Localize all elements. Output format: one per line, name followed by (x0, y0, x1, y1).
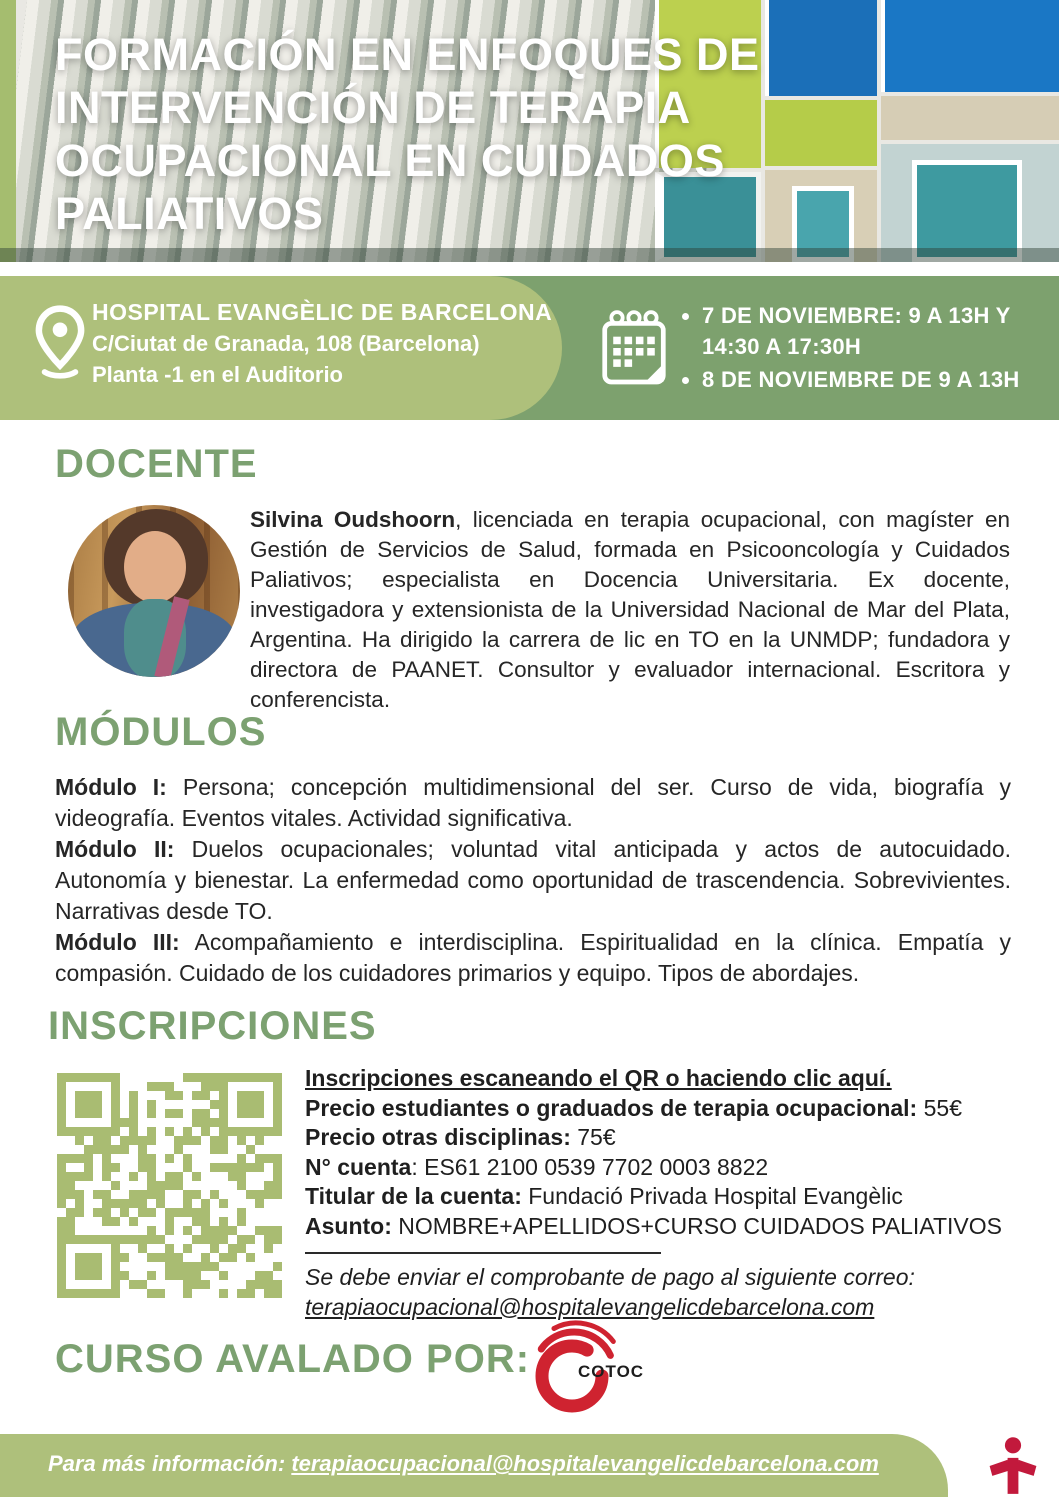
hospital-name: HOSPITAL EVANGÈLIC DE BARCELONA (92, 299, 553, 325)
hospital-floor: Planta -1 en el Auditorio (92, 362, 343, 387)
price-others-label: Precio otras disciplinas: (305, 1124, 571, 1150)
date-item: • 7 DE NOVIEMBRE: 9 A 13H Y 14:30 A 17:30H (702, 300, 1054, 362)
course-title: FORMACIÓN EN ENFOQUES DE INTERVENCIÓN DE TERAPIA OCUPACIONAL EN CUIDADOS PALIATIVOS (55, 29, 760, 239)
payment-note: Se debe enviar el comprobante de pago al siguiente correo: (305, 1264, 915, 1290)
header (0, 0, 1059, 262)
account-value: : ES61 2100 0539 7702 0003 8822 (411, 1153, 769, 1180)
modulos-heading: MÓDULOS (55, 710, 267, 754)
docente-bio: Silvina Oudshoorn, licenciada en terapia ocupacional, con magíster en Gestión de Servicios de Salud, formada en Psicooncología y Cuidados Paliativos; especialista en Docencia Universitaria. Ex docente, investigadora y extensionista de la Universidad Nacional de Mar del Plata, Argentina. Ha dirigido la carrera de lic en TO en la UNMDP; fundadora y directora de PAANET. Consultor y evaluador internacional. Escritora y conferencista. (250, 507, 1010, 712)
inscripciones-heading: INSCRIPCIONES (48, 1004, 377, 1048)
module-text: Duelos ocupacionales; voluntad vital anticipada y actos de autocuidado. Autonomía y bienestar. La enfermedad como oportunidad de trascendencia. Sobrevivientes. Narrativas desde TO. (55, 836, 1012, 924)
inscription-link[interactable]: Inscripciones escaneando el QR o haciendo clic aquí. (305, 1065, 892, 1091)
qr-code[interactable] (57, 1073, 282, 1298)
module-item (55, 927, 1011, 989)
docente-photo (68, 505, 240, 677)
module-label: Módulo II: (55, 836, 175, 862)
footer (0, 1434, 1059, 1497)
price-others-value: 75€ (577, 1124, 616, 1150)
module-text: Persona; concepción multidimensional del ser. Curso de vida, biografía y videografía. Eventos vitales. Actividad significativa. (55, 774, 1012, 831)
cotoc-logo-text: COTOC (578, 1362, 645, 1381)
account-holder-label: Titular de la cuenta: (305, 1183, 522, 1209)
cotoc-logo (528, 1314, 668, 1426)
location-info (92, 296, 552, 390)
docente-name: Silvina Oudshoorn (250, 507, 456, 532)
docente-heading: DOCENTE (55, 442, 258, 486)
module-label: Módulo I: (55, 774, 167, 800)
separator (305, 1252, 661, 1254)
price-students-label: Precio estudiantes o graduados de terapia ocupacional: (305, 1094, 918, 1121)
module-label: Módulo III: (55, 929, 180, 955)
payment-email-link[interactable]: terapiaocupacional@hospitalevangelicdebarcelona.com (305, 1293, 875, 1320)
module-text: Acompañamiento e interdisciplina. Espiritualidad en la clínica. Empatía y compasión. Cuidado de los cuidadores primarios y equipo. Tipos de abordajes. (55, 929, 1012, 986)
footer-email-link[interactable]: terapiaocupacional@hospitalevangelicdebarcelona.com (291, 1451, 879, 1476)
date-item: • 8 DE NOVIEMBRE DE 9 A 13H (702, 364, 1054, 395)
price-students-value: 55€ (923, 1094, 962, 1121)
dates-list (702, 300, 1054, 397)
info-bar (0, 276, 1059, 420)
inscription-details (305, 1064, 1017, 1322)
hospital-address: C/Ciutat de Granada, 108 (Barcelona) (92, 331, 480, 356)
module-item (55, 772, 1011, 834)
location-pin-icon (34, 302, 86, 390)
modules-list (55, 772, 1011, 989)
account-label: N° cuenta (305, 1153, 412, 1180)
subject-label: Asunto: (305, 1212, 392, 1239)
module-item (55, 834, 1011, 927)
account-holder-value: Fundació Privada Hospital Evangèlic (528, 1183, 903, 1209)
calendar-icon (600, 306, 668, 390)
subject-value: NOMBRE+APELLIDOS+CURSO CUIDADOS PALIATIVOS (398, 1212, 1002, 1239)
aval-heading: CURSO AVALADO POR: (55, 1337, 531, 1381)
footer-info-label: Para más información: (48, 1451, 286, 1476)
hospital-logo-icon (986, 1436, 1040, 1496)
